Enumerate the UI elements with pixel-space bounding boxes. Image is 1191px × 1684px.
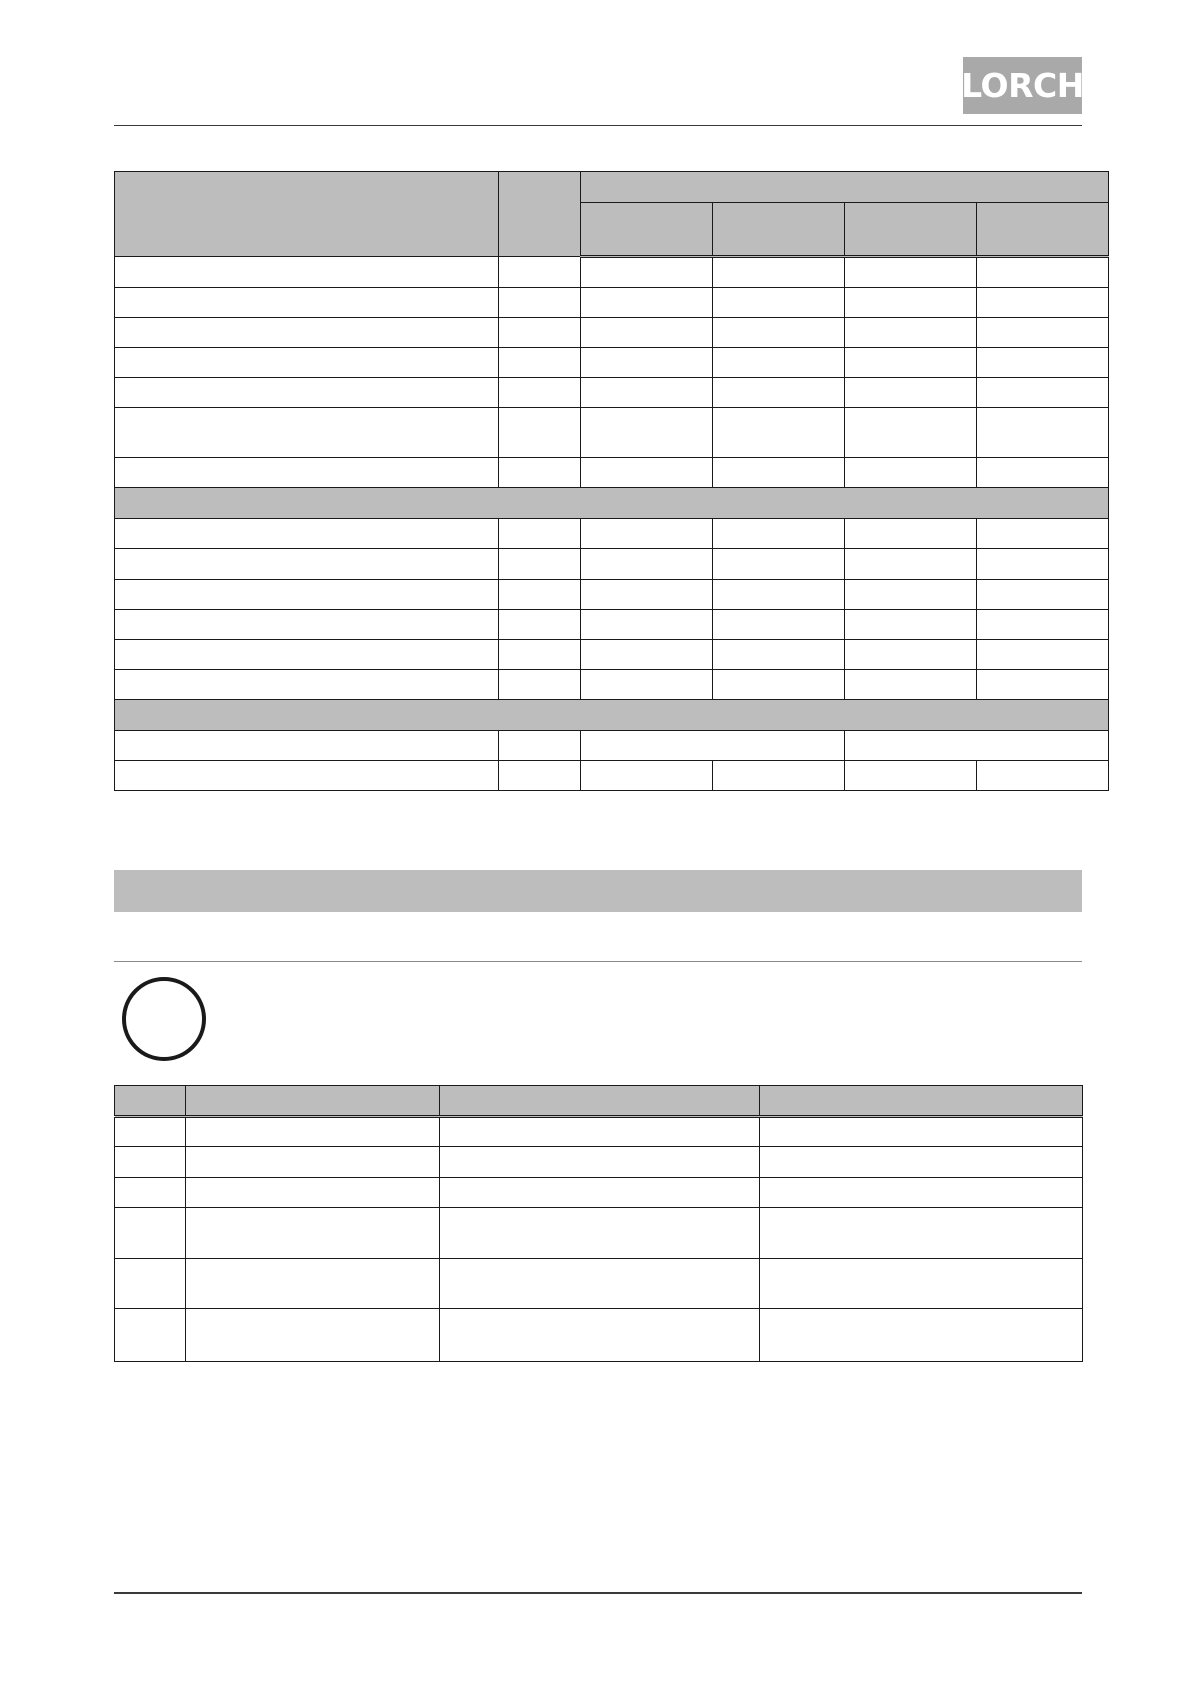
table-row: [115, 730, 1109, 760]
table-row: [115, 609, 1109, 639]
table-row: [115, 1177, 1083, 1207]
model-header: [713, 203, 845, 257]
column-header: [115, 1086, 186, 1117]
table-row: [115, 669, 1109, 699]
model-header: [977, 203, 1109, 257]
column-header: [760, 1086, 1083, 1117]
table-row: [115, 408, 1109, 458]
lorch-logo: [963, 57, 1082, 114]
table-row: [115, 1208, 1083, 1259]
table-row: [115, 1147, 1083, 1177]
table-row: [115, 288, 1109, 318]
model-header: [581, 203, 713, 257]
table-row: [115, 1117, 1083, 1147]
section-heading-bar: [114, 870, 1082, 912]
table-row: [115, 1309, 1083, 1362]
logo-text: LORCH: [961, 66, 1084, 105]
table-row: [115, 639, 1109, 669]
parameter-header: [115, 172, 499, 257]
options-table: [114, 1085, 1082, 1362]
table-row: [115, 579, 1109, 609]
table-row: [115, 1258, 1083, 1309]
table-row: [115, 257, 1109, 288]
model-group-header: [581, 172, 1109, 203]
model-header: [845, 203, 977, 257]
section-row: [115, 699, 1109, 730]
table-row: [115, 378, 1109, 408]
table-row: [115, 458, 1109, 488]
section-rule: [114, 961, 1082, 962]
column-header: [440, 1086, 760, 1117]
table-row: [115, 760, 1109, 790]
table-row: [115, 549, 1109, 579]
info-icon: [122, 977, 206, 1061]
table-row: [115, 318, 1109, 348]
table-row: [115, 519, 1109, 549]
technical-data-table: [114, 171, 1082, 791]
footer-rule: [114, 1592, 1082, 1594]
section-row: [115, 488, 1109, 519]
unit-header: [499, 172, 581, 257]
table-row: [115, 348, 1109, 378]
column-header: [186, 1086, 440, 1117]
header-rule: [114, 125, 1082, 126]
